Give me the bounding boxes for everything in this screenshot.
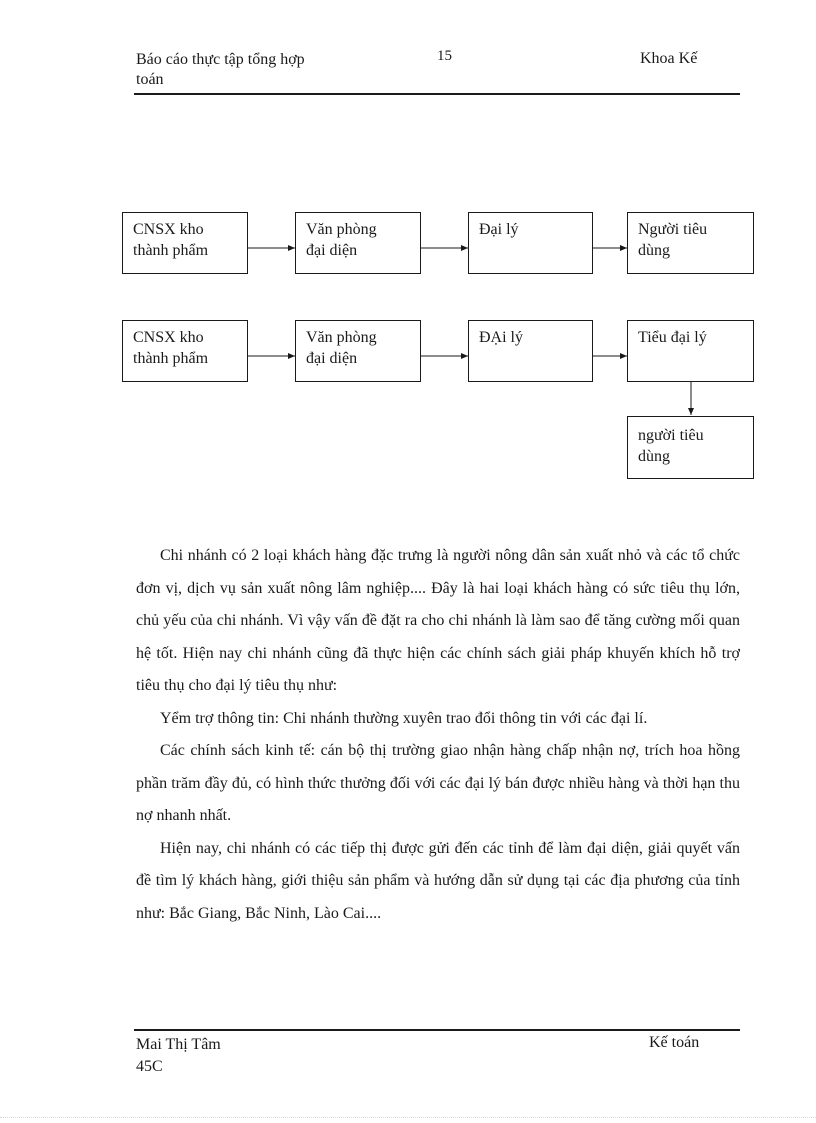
- page-number: 15: [437, 48, 452, 64]
- box-row2-agent: ĐẠi lý: [468, 320, 593, 382]
- header-department: Khoa Kế: [640, 50, 698, 67]
- box-row1-rep-office: Văn phòng đại diện: [295, 212, 421, 274]
- footer-divider: [134, 1029, 740, 1031]
- box-row1-production: CNSX kho thành phẩm: [122, 212, 248, 274]
- paragraph-marketing: Hiện nay, chi nhánh có các tiếp thị được gửi đến các tỉnh để làm đại diện, giải quyết vấn đề tìm lý khách hàng, giới thiệu sản phẩm và hướng dẫn sử dụng tại các địa phương của tỉnh như: Bắc Giang, Bắc Ninh, Lào Cai....: [136, 839, 740, 922]
- box-row2-sub-agent: Tiểu đại lý: [627, 320, 754, 382]
- page-bottom-edge: [0, 1117, 816, 1118]
- body-text: [136, 540, 740, 930]
- paragraph-information-support: Yểm trợ thông tin: Chi nhánh thường xuyên trao đổi thông tin với các đại lí.: [160, 709, 648, 727]
- box-row1-agent: Đại lý: [468, 212, 593, 274]
- box-row1-consumer: Người tiêu dùng: [627, 212, 754, 274]
- box-row2-production: CNSX kho thành phẩm: [122, 320, 248, 382]
- box-row2-rep-office: Văn phòng đại diện: [295, 320, 421, 382]
- report-title-line1: Báo cáo thực tập tổng hợp: [136, 51, 305, 68]
- report-title-line2: toán: [136, 71, 164, 88]
- box-row3-consumer: người tiêu dùng: [627, 416, 754, 479]
- paragraph-economic-policy: Các chính sách kinh tế: cán bộ thị trường giao nhận hàng chấp nhận nợ, trích hoa hồng phần trăm đầy đủ, có hình thức thưởng đối với các đại lý bán được nhiều hàng và thời hạn thu nợ nhanh nhất.: [136, 742, 740, 824]
- footer-department: Kế toán: [649, 1034, 700, 1051]
- paragraph-customers: Chi nhánh có 2 loại khách hàng đặc trưng là người nông dân sản xuất nhỏ và các tổ chức đơn vị, dịch vụ sản xuất nông lâm nghiệp.... Đây là hai loại khách hàng có sức tiêu thụ lớn, chủ yếu của chi nhánh. Vì vậy vấn đề đặt ra cho chi nhánh là làm sao để tăng cường mối quan hệ tốt. Hiện nay chi nhánh cũng đã thực hiện các chính sách giải pháp khuyến khích hỗ trợ tiêu thụ cho đại lý tiêu thụ như:: [136, 547, 740, 694]
- footer-author: [136, 1034, 221, 1078]
- footer-author-name: Mai Thị Tâm: [136, 1036, 221, 1053]
- footer-author-class: 45C: [136, 1058, 163, 1075]
- distribution-flow-diagram: [0, 0, 816, 520]
